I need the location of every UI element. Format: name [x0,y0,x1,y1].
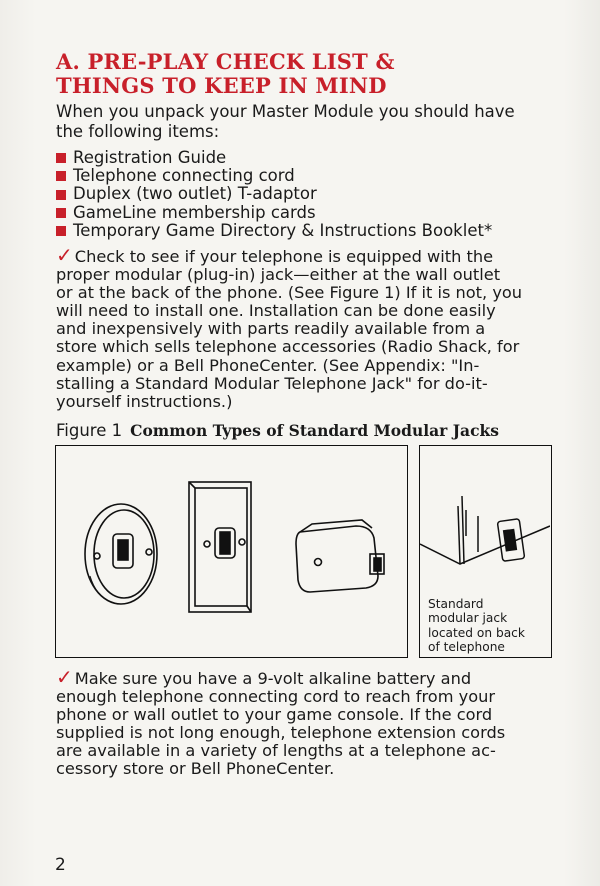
phone-jack-caption: Standard modular jack located on back of telephone [428,597,525,654]
bullet-square-icon [56,226,66,236]
bullet-square-icon [56,208,66,218]
figure-caption [56,421,499,440]
figure-title: Common Types of Standard Modular Jacks [130,421,499,440]
check-paragraph-jack: ✓ Check to see if your telephone is equipped with the proper modular (plug-in) jack—either at the wall outlet or at the back of the phone. (See Figure 1) If it is not, you will need to install one. Installation can be done easily and inexpensively with parts readily available from a store which sells telephone accessories (Radio Shack, for example) or a Bell PhoneCenter. (See Appendix: "In- stalling a Standard Modular Telephone Jack" for do-it- yourself instructions.) [56,243,523,411]
modular-jacks-drawing [56,446,406,656]
figure-label: Figure 1 [56,421,123,440]
list-item: Temporary Game Directory & Instructions Booklet* [56,222,492,240]
intro-text [56,102,556,142]
intro-line-2: the following items: [56,122,220,141]
checkmark-icon: ✓ [56,665,73,689]
jack-types-illustration [55,445,408,658]
section-heading [56,50,395,98]
bullet-square-icon [56,153,66,163]
package-items-list [56,149,492,240]
list-item: Duplex (two outlet) T-adaptor [56,185,492,203]
rect-jack-plate-icon [189,482,251,612]
surface-jack-box-icon [296,520,384,592]
list-item: Telephone connecting cord [56,167,492,185]
check-paragraph-battery: ✓ Make sure you have a 9-volt alkaline battery and enough telephone connecting cord to reach from your phone or wall outlet to your game console. If the cord supplied is not long enough, telephone extension cords are available in a variety of lengths at a telephone ac- cessory store or Bell PhoneCenter. [56,665,506,779]
heading-line-1: A. PRE-PLAY CHECK LIST & [56,49,395,74]
bullet-square-icon [56,171,66,181]
list-item: GameLine membership cards [56,204,492,222]
round-jack-plate-icon [85,504,157,604]
phone-back-jack-drawing [420,446,550,596]
checkmark-icon: ✓ [56,243,73,267]
phone-back-illustration [419,445,552,658]
heading-line-2: THINGS TO KEEP IN MIND [56,73,387,98]
intro-line-1: When you unpack your Master Module you should have [56,102,515,121]
bullet-square-icon [56,190,66,200]
list-item: Registration Guide [56,149,492,167]
page-number: 2 [55,855,66,875]
